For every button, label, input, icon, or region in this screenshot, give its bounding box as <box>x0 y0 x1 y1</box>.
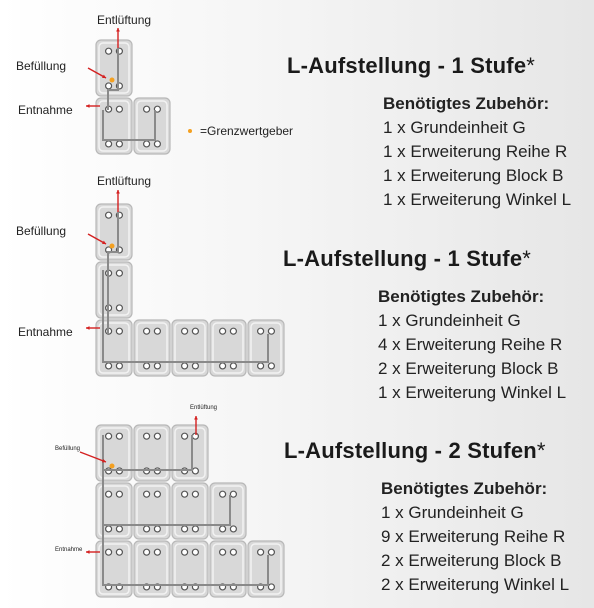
tank-body <box>210 483 246 539</box>
fitting-icon <box>106 549 112 555</box>
accessory-item: 4 x Erweiterung Reihe R <box>378 335 563 354</box>
fitting-icon <box>154 549 160 555</box>
fitting-icon <box>116 549 122 555</box>
accessory-item: 1 x Grundeinheit G <box>378 311 521 330</box>
limit-sensor-icon <box>110 464 115 469</box>
tank-body <box>134 541 170 597</box>
tank <box>134 425 170 481</box>
take-label: Entnahme <box>18 325 73 339</box>
tank <box>172 541 208 597</box>
accessory-item: 1 x Grundeinheit G <box>383 118 526 137</box>
tank-diagram-3 <box>0 0 290 608</box>
accessory-item: 2 x Erweiterung Block B <box>381 551 562 570</box>
fitting-icon <box>144 491 150 497</box>
accessory-item: 1 x Erweiterung Reihe R <box>383 142 568 161</box>
accessories-list <box>381 477 569 597</box>
tank-body <box>172 425 208 481</box>
section-heading: L-Aufstellung - 1 Stufe* <box>283 246 532 271</box>
tank <box>96 425 132 481</box>
fitting-icon <box>258 549 264 555</box>
tank <box>96 541 132 597</box>
tank-body <box>96 483 132 539</box>
fitting-icon <box>106 433 112 439</box>
accessory-item: 2 x Erweiterung Block B <box>378 359 559 378</box>
fitting-icon <box>220 549 226 555</box>
accessory-item: 9 x Erweiterung Reihe R <box>381 527 566 546</box>
tank <box>248 541 284 597</box>
fitting-icon <box>182 433 188 439</box>
accessory-item: 1 x Erweiterung Winkel L <box>378 383 567 402</box>
fitting-icon <box>182 549 188 555</box>
fitting-icon <box>154 433 160 439</box>
fitting-icon <box>268 549 274 555</box>
tank <box>134 483 170 539</box>
fitting-icon <box>144 433 150 439</box>
fitting-icon <box>192 491 198 497</box>
fitting-icon <box>182 526 188 532</box>
fill-label: Befüllung <box>16 59 67 73</box>
tank-body <box>172 541 208 597</box>
fitting-icon <box>106 526 112 532</box>
fill-label: Befüllung <box>16 224 67 238</box>
tank <box>210 483 246 539</box>
tank <box>134 541 170 597</box>
fitting-icon <box>106 491 112 497</box>
tank-body <box>248 541 284 597</box>
fitting-icon <box>230 526 236 532</box>
fitting-icon <box>230 549 236 555</box>
fitting-icon <box>116 526 122 532</box>
vent-label: Entlüftung <box>97 13 152 27</box>
take-label: Entnahme <box>18 103 73 117</box>
arrow-head-icon <box>194 416 198 420</box>
fitting-icon <box>220 491 226 497</box>
fitting-icon <box>192 468 198 474</box>
tank-body <box>210 541 246 597</box>
take-label: Entnahme <box>55 547 83 553</box>
tank <box>210 541 246 597</box>
accessories-title: Benötigtes Zubehör: <box>381 479 548 498</box>
fitting-icon <box>192 549 198 555</box>
section-heading: L-Aufstellung - 1 Stufe* <box>287 53 536 78</box>
legend-text: =Grenzwertgeber <box>200 124 294 138</box>
accessories-title: Benötigtes Zubehör: <box>383 94 550 113</box>
accessory-item: 1 x Erweiterung Winkel L <box>383 190 572 209</box>
tank-body <box>172 483 208 539</box>
accessories-title: Benötigtes Zubehör: <box>378 287 545 306</box>
vent-label: Entlüftung <box>97 174 152 188</box>
section-heading: L-Aufstellung - 2 Stufen* <box>284 438 546 463</box>
fitting-icon <box>154 526 160 532</box>
fitting-icon <box>220 526 226 532</box>
fitting-icon <box>182 491 188 497</box>
fitting-icon <box>154 491 160 497</box>
accessory-item: 1 x Erweiterung Block B <box>383 166 564 185</box>
tank <box>96 483 132 539</box>
fitting-icon <box>144 549 150 555</box>
tank <box>172 425 208 481</box>
tank <box>172 483 208 539</box>
tank-body <box>134 425 170 481</box>
fitting-icon <box>192 526 198 532</box>
fitting-icon <box>116 433 122 439</box>
accessory-item: 2 x Erweiterung Winkel L <box>381 575 570 594</box>
fitting-icon <box>116 491 122 497</box>
fitting-icon <box>268 584 274 590</box>
fitting-icon <box>230 491 236 497</box>
tank-body <box>134 483 170 539</box>
tank-body <box>96 541 132 597</box>
vent-label: Entlüftung <box>190 405 218 411</box>
arrow-head-icon <box>86 550 90 554</box>
fill-label: Befüllung <box>55 446 81 452</box>
tank-body <box>96 425 132 481</box>
accessory-item: 1 x Grundeinheit G <box>381 503 524 522</box>
fitting-icon <box>144 526 150 532</box>
